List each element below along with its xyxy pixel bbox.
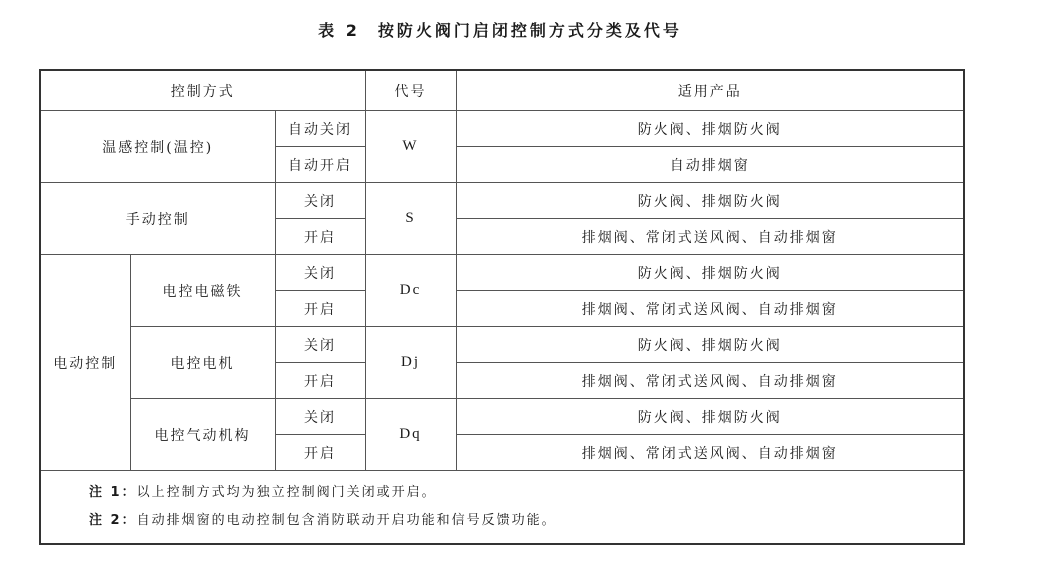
action-cell: 关闭 bbox=[275, 183, 365, 219]
table-row bbox=[40, 327, 964, 363]
code-cell: W bbox=[365, 111, 456, 183]
table-title: 按防火阀门启闭控制方式分类及代号 bbox=[377, 21, 682, 40]
submethod-pneumatic: 电控气动机构 bbox=[130, 399, 275, 471]
method-thermal: 温感控制(温控) bbox=[40, 111, 275, 183]
control-method-table bbox=[39, 69, 965, 545]
products-cell: 排烟阀、常闭式送风阀、自动排烟窗 bbox=[456, 291, 964, 327]
table-caption bbox=[0, 18, 1000, 41]
action-cell: 开启 bbox=[275, 435, 365, 471]
header-row bbox=[40, 70, 964, 111]
action-cell: 关闭 bbox=[275, 399, 365, 435]
action-cell: 自动关闭 bbox=[275, 111, 365, 147]
action-cell: 关闭 bbox=[275, 327, 365, 363]
note-prefix: 注 1： bbox=[89, 485, 137, 500]
products-cell: 防火阀、排烟防火阀 bbox=[456, 255, 964, 291]
method-electric: 电动控制 bbox=[40, 255, 130, 471]
table-row bbox=[40, 183, 964, 219]
action-cell: 自动开启 bbox=[275, 147, 365, 183]
code-cell: S bbox=[365, 183, 456, 255]
note-2 bbox=[89, 507, 963, 535]
note-1 bbox=[89, 479, 963, 507]
action-cell: 开启 bbox=[275, 219, 365, 255]
action-cell: 开启 bbox=[275, 291, 365, 327]
table-row bbox=[40, 399, 964, 435]
code-cell: Dq bbox=[365, 399, 456, 471]
table-number: 表 2 bbox=[318, 21, 360, 40]
action-cell: 关闭 bbox=[275, 255, 365, 291]
submethod-motor: 电控电机 bbox=[130, 327, 275, 399]
code-cell: Dc bbox=[365, 255, 456, 327]
method-manual: 手动控制 bbox=[40, 183, 275, 255]
products-cell: 防火阀、排烟防火阀 bbox=[456, 327, 964, 363]
products-cell: 排烟阀、常闭式送风阀、自动排烟窗 bbox=[456, 363, 964, 399]
note-text: 以上控制方式均为独立控制阀门关闭或开启。 bbox=[136, 485, 437, 500]
header-applicable-products: 适用产品 bbox=[456, 70, 964, 111]
table-row bbox=[40, 111, 964, 147]
products-cell: 防火阀、排烟防火阀 bbox=[456, 183, 964, 219]
products-cell: 排烟阀、常闭式送风阀、自动排烟窗 bbox=[456, 435, 964, 471]
submethod-electromagnet: 电控电磁铁 bbox=[130, 255, 275, 327]
header-code: 代号 bbox=[365, 70, 456, 111]
products-cell: 防火阀、排烟防火阀 bbox=[456, 111, 964, 147]
note-text: 自动排烟窗的电动控制包含消防联动开启功能和信号反馈功能。 bbox=[136, 513, 557, 528]
products-cell: 自动排烟窗 bbox=[456, 147, 964, 183]
code-cell: Dj bbox=[365, 327, 456, 399]
table-row bbox=[40, 255, 964, 291]
notes-cell bbox=[40, 471, 964, 545]
note-prefix: 注 2： bbox=[89, 513, 137, 528]
header-control-method: 控制方式 bbox=[40, 70, 365, 111]
action-cell: 开启 bbox=[275, 363, 365, 399]
products-cell: 防火阀、排烟防火阀 bbox=[456, 399, 964, 435]
products-cell: 排烟阀、常闭式送风阀、自动排烟窗 bbox=[456, 219, 964, 255]
notes-row bbox=[40, 471, 964, 545]
